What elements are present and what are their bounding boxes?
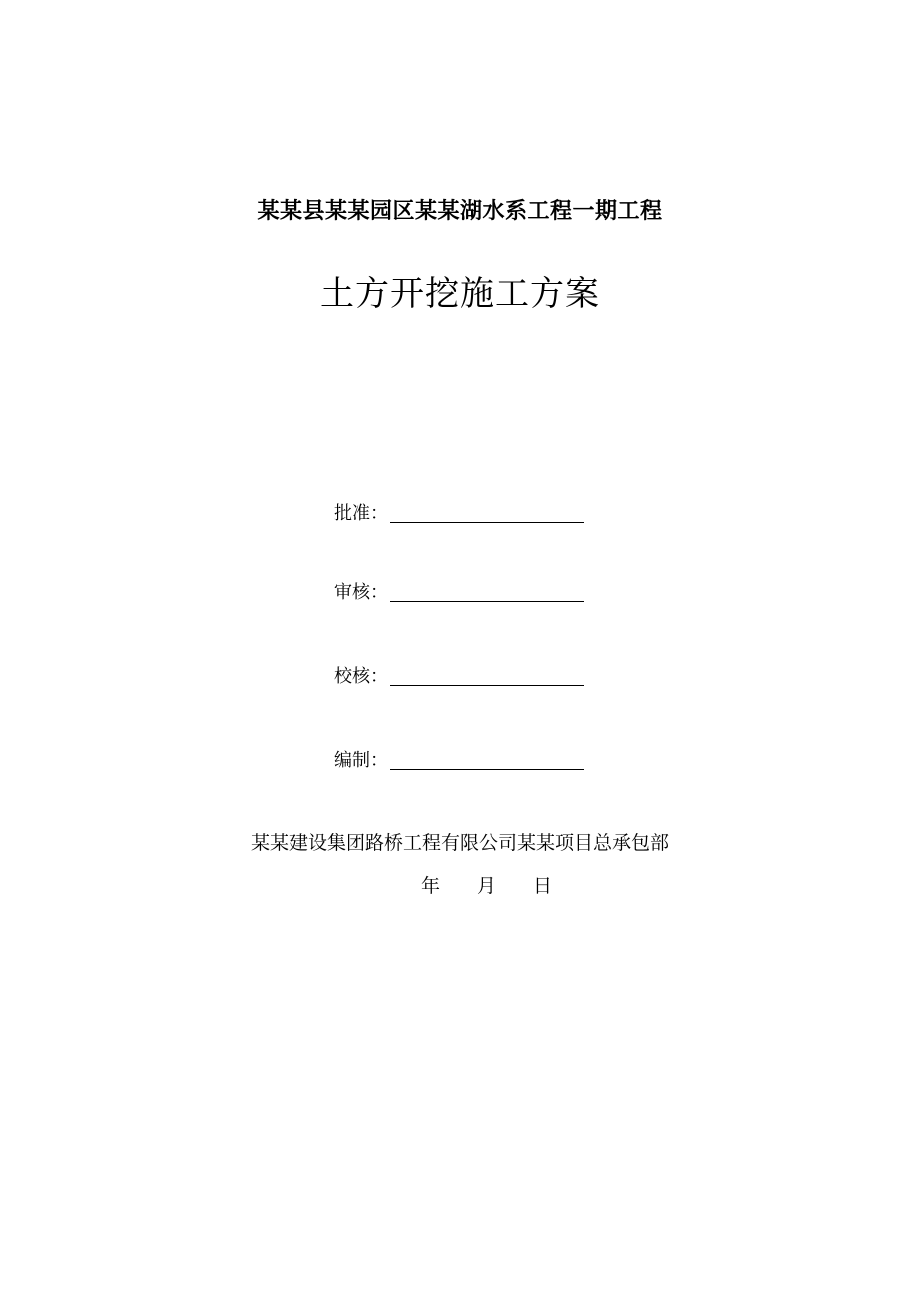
compile-signature-row	[334, 744, 584, 774]
document-title: 土方开挖施工方案	[320, 274, 600, 314]
compile-label: 编制：	[334, 750, 388, 771]
check-signature-line	[390, 661, 584, 686]
date-day-label: 日	[533, 875, 553, 897]
approve-signature-row	[334, 497, 584, 527]
project-title: 某某县某某园区某某湖水系工程一期工程	[257, 198, 663, 224]
review-label: 审核：	[334, 582, 388, 603]
date-month-label: 月	[477, 875, 497, 897]
review-signature-line	[390, 577, 584, 602]
approve-signature-line	[390, 498, 584, 523]
check-signature-row	[334, 660, 584, 690]
check-label: 校核：	[334, 666, 388, 687]
compile-signature-line	[390, 745, 584, 770]
company-name: 某某建设集团路桥工程有限公司某某项目总承包部	[250, 832, 669, 854]
review-signature-row	[334, 576, 584, 606]
approve-label: 批准：	[334, 503, 388, 524]
date-year-label: 年	[421, 875, 441, 897]
date-row	[421, 872, 552, 900]
